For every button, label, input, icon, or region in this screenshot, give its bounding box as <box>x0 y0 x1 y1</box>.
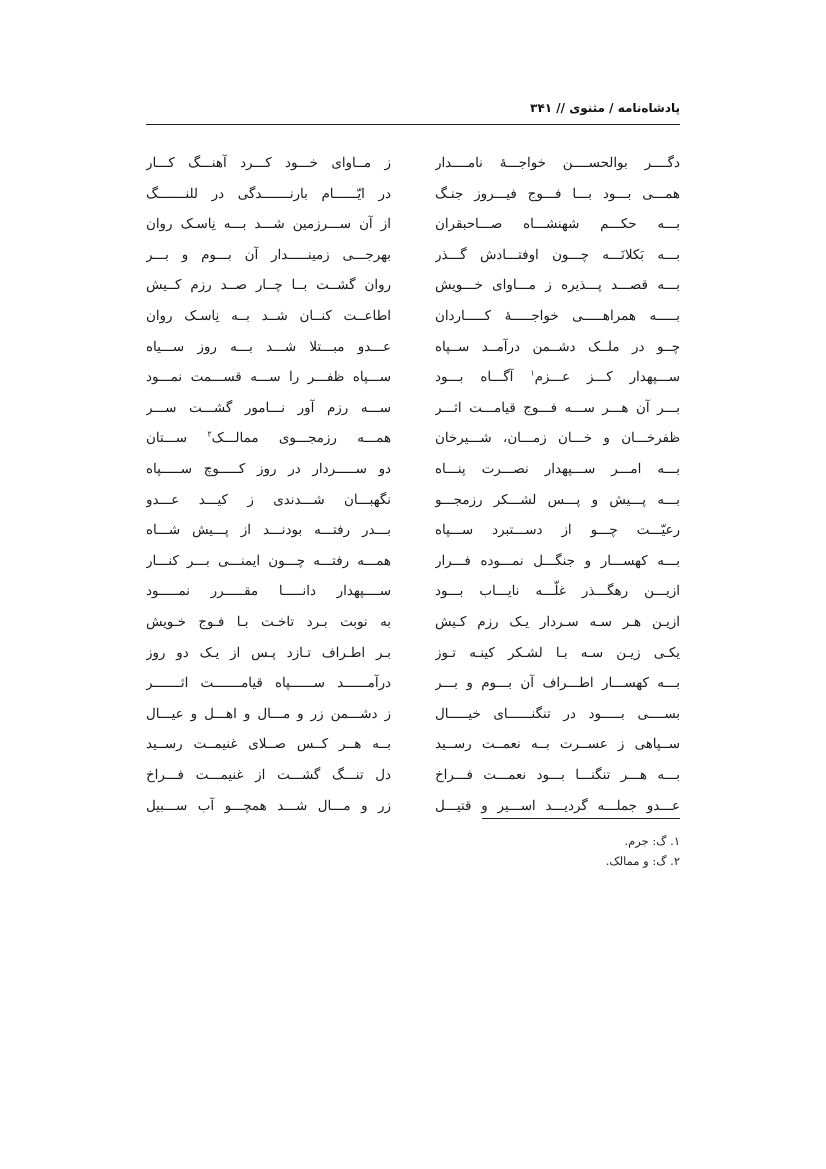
hemistich-text: ســـه رزم آور نـــامور گشـــت ســـر <box>146 400 391 416</box>
verse-line <box>146 670 680 697</box>
verse-line <box>146 456 680 483</box>
hemistich-text: بـــه کهســـار اطـــراف آن بـــوم و بـــر <box>435 676 680 692</box>
hemistich-text: دل تنـــگ گشـــت از غنیمـــت فـــراخ <box>146 768 391 783</box>
hemistich-text: یکـی زیـن سـه بـا لشـکر کینـه تـوز <box>435 645 680 661</box>
hemistich-left <box>146 334 391 361</box>
hemistich-right <box>435 456 680 483</box>
hemistich-left <box>146 548 391 575</box>
verse-line <box>146 548 680 575</box>
hemistich-left <box>146 762 391 789</box>
hemistich-left <box>146 303 391 330</box>
hemistich-right <box>435 517 680 544</box>
hemistich-text: بـر اطـراف تـازد پـس از یـک دو روز <box>146 645 391 661</box>
verse-line <box>146 272 680 299</box>
hemistich-right <box>435 334 680 361</box>
hemistich-text: بـــه پـــیش و پـــس لشـــکر رزمجـــو <box>435 492 680 508</box>
hemistich-text: ظفرخـــان و خـــان زمـــان، شـــیرخان <box>435 431 680 447</box>
hemistich-text: آگـــاه بـــود <box>435 370 531 386</box>
hemistich-text: ســــپهدار دانـــــا مقـــــرر نمـــــود <box>146 584 391 600</box>
verse-line <box>146 364 680 391</box>
hemistich-text: درآمــــــد ســــــپاه قیامـــــــت اثـــــــر <box>146 676 391 692</box>
hemistich-text: بــه هــر کــس صــلای غنیمــت رســید <box>146 737 391 753</box>
footnote-rule <box>482 818 680 819</box>
running-head: پادشاه‌نامه / مثنوی // ۳۴۱ <box>530 101 680 115</box>
hemistich-text: بســــی بـــــود در تنگنــــــای خیـــــال <box>435 706 680 722</box>
hemistich-text: عـــدو جملـــه گردیـــد اســـیر و قتیـــل <box>435 798 680 814</box>
hemistich-right <box>435 272 680 299</box>
verse-line <box>146 211 680 238</box>
hemistich-left <box>146 517 391 544</box>
hemistich-right <box>435 181 680 208</box>
verse-line <box>146 334 680 361</box>
hemistich-left <box>146 670 391 697</box>
verse-line <box>146 303 680 330</box>
hemistich-text: روان گشــت بــا چــار صــد رزم کــیش <box>146 278 391 294</box>
hemistich-left <box>146 395 391 422</box>
verse-line <box>146 793 680 820</box>
verse-line <box>146 395 680 422</box>
hemistich-left <box>146 242 391 269</box>
hemistich-text: زر و مـــال شـــد همچـــو آب ســـبیل <box>146 798 391 814</box>
hemistich-text: بـــه حکـــم شهنشـــاه صـــاحبقران <box>435 217 680 233</box>
hemistich-left <box>146 701 391 728</box>
hemistich-text: به نوبت بـرد تاخـت بـا فـوج خـویش <box>146 615 391 630</box>
hemistich-text: ز دشـــمن زر و مـــال و اهـــل و عیـــال <box>146 706 391 722</box>
hemistich-text: ســـتان <box>146 431 208 447</box>
hemistich-left <box>146 364 391 391</box>
verse-line <box>146 425 680 452</box>
verse-line <box>146 181 680 208</box>
hemistich-left <box>146 731 391 758</box>
hemistich-right <box>435 609 680 636</box>
hemistich-right <box>435 548 680 575</box>
hemistich-text: عـــدو مبـــتلا شـــد بـــه روز ســـیاه <box>146 339 391 355</box>
hemistich-left <box>146 640 391 667</box>
hemistich-text: بـــه کهســـار و جنگـــل نمـــوده فـــرار <box>435 553 680 569</box>
hemistich-right <box>435 640 680 667</box>
verse-line <box>146 578 680 605</box>
hemistich-text: اطاعــت کنــان شــد بــه نِاسـک روان <box>146 309 391 324</box>
footnote: ۱. گ: جرم. <box>624 834 680 848</box>
hemistich-right <box>435 793 680 820</box>
hemistich-right <box>435 670 680 697</box>
hemistich-text: بـــــه همراهـــــی خواجـــــهٔ کـــــاردان <box>435 309 680 324</box>
hemistich-left <box>146 578 391 605</box>
footnote-marker: ۱ <box>530 368 535 378</box>
hemistich-text: در ایّــــــام بارنـــــــدگی در للنـــــــگ <box>146 186 391 202</box>
hemistich-right <box>435 762 680 789</box>
hemistich-left <box>146 150 391 177</box>
hemistich-left <box>146 181 391 208</box>
hemistich-text: بـــه بَکلانَـــه چـــون اوفتـــادش گـــذر <box>435 247 680 263</box>
hemistich-text: بهرجـــی زمینـــــدار آن بـــوم و بـــر <box>146 247 391 263</box>
poem-body <box>146 150 680 814</box>
hemistich-text: بـــدر رفتـــه بودنـــد از پـــیش شـــاه <box>146 523 391 539</box>
hemistich-right <box>435 701 680 728</box>
hemistich-right <box>435 150 680 177</box>
hemistich-text: ســپاهی ز عســرت بــه نعمــت رســید <box>435 737 680 753</box>
hemistich-text: بـــر آن هـــر ســـه فـــوج قیامـــت اثـــر <box>435 400 680 416</box>
hemistich-right <box>435 731 680 758</box>
hemistich-right <box>435 303 680 330</box>
hemistich-right <box>435 487 680 514</box>
hemistich-text: ز مــاوای خـــود کـــرد آهنـــگ کـــار <box>146 156 391 171</box>
hemistich-right <box>435 242 680 269</box>
footnote: ۲. گ: و ممالک. <box>605 854 680 868</box>
hemistich-text: همـــی بـــود بـــا فـــوج فیـــروز جنـگ <box>435 186 680 202</box>
hemistich-right <box>435 578 680 605</box>
verse-line <box>146 640 680 667</box>
hemistich-text: ســـپاه ظفـــر را ســـه قســـمت نمـــود <box>146 370 391 386</box>
verse-line <box>146 609 680 636</box>
verse-line <box>146 701 680 728</box>
hemistich-text: همـــه رفتـــه چـــون ایمنـــی بـــر کنـــار <box>146 553 391 569</box>
hemistich-text: نگهبـــان شـــدندی ز کیـــد عـــدو <box>146 492 391 508</box>
hemistich-right <box>435 364 680 391</box>
hemistich-text: بـــه قصـــد پـــذیره ز مـــاوای خـــویش <box>435 278 680 294</box>
hemistich-left <box>146 211 391 238</box>
hemistich-text: چــو در ملــک دشــمن درآمــد ســپاه <box>435 339 680 355</box>
hemistich-left <box>146 793 391 820</box>
hemistich-text: از آن ســـرزمین شـــد بـــه نِاسـک روان <box>146 217 391 233</box>
verse-line <box>146 762 680 789</box>
verse-line <box>146 517 680 544</box>
footnote-marker: ۲ <box>207 429 212 439</box>
hemistich-text: دو ســـــردار در روز کـــــوچ ســـــپاه <box>146 462 391 477</box>
hemistich-left <box>146 456 391 483</box>
hemistich-left <box>146 487 391 514</box>
header-rule <box>146 124 680 125</box>
hemistich-left <box>146 425 391 452</box>
hemistich-text: ازیـن هـر سـه سـردار یـک رزم کـیش <box>435 615 680 630</box>
hemistich-text: بـــه هـــر تنگنـــا بـــود نعمـــت فـــراخ <box>435 768 680 783</box>
hemistich-right <box>435 425 680 452</box>
hemistich-text: همـــه رزمجـــوی ممالـــک <box>211 431 391 447</box>
verse-line <box>146 487 680 514</box>
hemistich-right <box>435 395 680 422</box>
verse-line <box>146 150 680 177</box>
hemistich-text: رعیّـــت چـــو از دســـتبرد ســـپاه <box>435 523 680 539</box>
hemistich-left <box>146 609 391 636</box>
hemistich-left <box>146 272 391 299</box>
hemistich-text: بـــه امـــر ســـپهدار نصـــرت پنـــاه <box>435 462 680 477</box>
hemistich-text: ســـپهدار کـــز عـــزم <box>534 370 680 386</box>
verse-line <box>146 242 680 269</box>
hemistich-text: دگــــر بوالحســــن خواجـــهٔ نامــــدار <box>435 156 680 171</box>
verse-line <box>146 731 680 758</box>
hemistich-text: ازیـــن رهگـــذر غلّـــه نایـــاب بـــود <box>435 584 680 600</box>
hemistich-right <box>435 211 680 238</box>
